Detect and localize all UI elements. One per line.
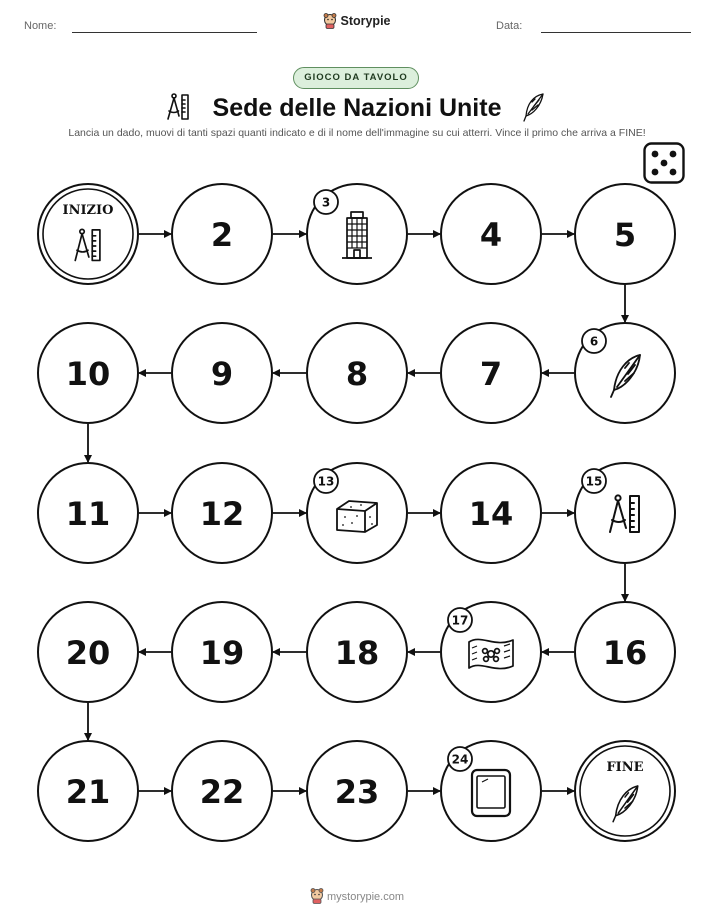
space-number: 13 — [317, 474, 335, 489]
footer-url[interactable]: mystorypie.com — [326, 891, 405, 903]
board-space[interactable] — [441, 463, 541, 563]
space-number: 7 — [479, 355, 503, 393]
instructions: Lancia un dado, muovi di tanti spazi quanti indicato e di il nome dell'immagine su cui atterri. Vince il primo che arriva a FINE! — [68, 127, 646, 139]
footer-logo-icon — [310, 888, 324, 904]
category-badge: GIOCO DA TAVOLO — [293, 67, 419, 89]
space-number: 14 — [468, 495, 514, 533]
brand-name: Storypie — [340, 14, 391, 28]
space-number: 4 — [479, 216, 503, 254]
space-number: 17 — [451, 613, 469, 628]
space-number: 19 — [199, 634, 245, 672]
board-space[interactable] — [307, 184, 407, 284]
space-number: 20 — [65, 634, 111, 672]
board-space[interactable] — [172, 602, 272, 702]
space-circle — [38, 184, 138, 284]
space-number: 15 — [585, 474, 603, 489]
board-space[interactable] — [38, 602, 138, 702]
footer — [0, 888, 714, 904]
space-number: 9 — [210, 355, 234, 393]
space-number: 10 — [65, 355, 111, 393]
board-space[interactable] — [307, 463, 407, 563]
board-space[interactable] — [172, 184, 272, 284]
board-spaces — [38, 184, 675, 841]
board-space[interactable] — [38, 741, 138, 841]
finish-space[interactable] — [575, 741, 675, 841]
space-number: 21 — [65, 773, 111, 811]
board-space[interactable] — [575, 602, 675, 702]
board-space[interactable] — [575, 463, 675, 563]
space-number: 5 — [613, 216, 637, 254]
space-number: 18 — [334, 634, 380, 672]
space-number: 6 — [589, 334, 599, 349]
board-space[interactable] — [575, 184, 675, 284]
space-number: 22 — [199, 773, 245, 811]
space-number: 16 — [602, 634, 648, 672]
space-label: FINE — [606, 760, 644, 775]
space-number: 12 — [199, 495, 245, 533]
board-space[interactable] — [575, 323, 675, 423]
name-label: Nome: — [24, 20, 57, 32]
board-space[interactable] — [38, 463, 138, 563]
board-space[interactable] — [307, 741, 407, 841]
page-title: Sede delle Nazioni Unite — [212, 94, 502, 122]
board-space[interactable] — [441, 184, 541, 284]
board-space[interactable] — [38, 323, 138, 423]
space-number: 2 — [210, 216, 234, 254]
board-space[interactable] — [172, 741, 272, 841]
space-number: 24 — [451, 752, 469, 767]
board-space[interactable] — [307, 323, 407, 423]
board-space[interactable] — [307, 602, 407, 702]
space-number: 3 — [321, 195, 331, 210]
board-space[interactable] — [441, 741, 541, 841]
board-space[interactable] — [172, 463, 272, 563]
board-space[interactable] — [441, 323, 541, 423]
space-number: 23 — [334, 773, 380, 811]
space-label: INIZIO — [62, 203, 114, 218]
space-number: 8 — [345, 355, 369, 393]
start-space[interactable] — [38, 184, 138, 284]
date-label: Data: — [496, 20, 523, 32]
board-space[interactable] — [172, 323, 272, 423]
space-number: 11 — [65, 495, 111, 533]
space-circle — [575, 741, 675, 841]
board-space[interactable] — [441, 602, 541, 702]
